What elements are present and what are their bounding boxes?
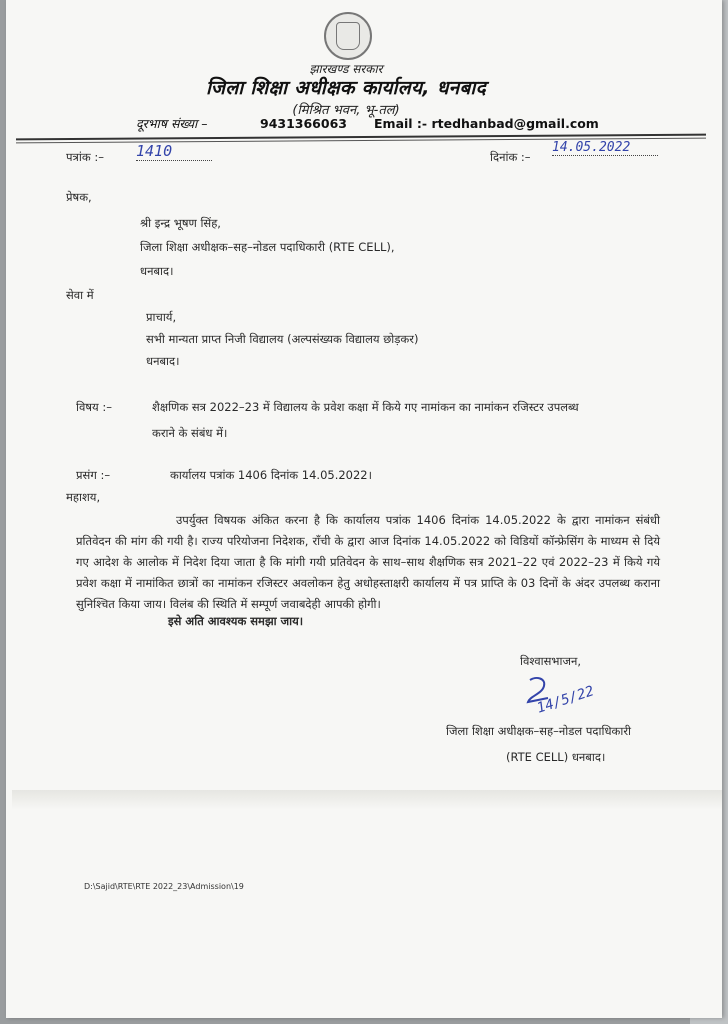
- government-name: झारखण्ड सरकार: [309, 62, 383, 76]
- subject-line-1: शैक्षणिक सत्र 2022–23 में विद्यालय के प्रवेश कक्षा में किये गए नामांकन का नामांकन रजिस्टर उपलब्ध: [152, 400, 579, 414]
- reference-label: प्रसंग :–: [76, 468, 111, 482]
- subject-line-2: कराने के संबंध में।: [152, 426, 228, 440]
- signature-date: 14/5/22: [534, 683, 597, 717]
- date-label: दिनांक :–: [490, 150, 531, 164]
- reference-text: कार्यालय पत्रांक 1406 दिनांक 14.05.2022।: [170, 468, 372, 482]
- footer-file-path: D:\Sajid\RTE\RTE 2022_23\Admission\19: [84, 882, 244, 891]
- sender-label: प्रेषक,: [66, 190, 92, 204]
- recipient-org: सभी मान्यता प्राप्त निजी विद्यालय (अल्पसंख्यक विद्यालय छोड़कर): [146, 332, 419, 346]
- sender-place: धनबाद।: [140, 264, 174, 278]
- body-emphasis: इसे अति आवश्यक समझा जाय।: [168, 614, 304, 628]
- salutation: महाशय,: [66, 490, 101, 504]
- office-title: जिला शिक्षा अधीक्षक कार्यालय, धनबाद: [206, 77, 486, 99]
- ref-number: 1410: [136, 142, 212, 161]
- page-fold-shadow: [12, 790, 722, 810]
- subject-label: विषय :–: [76, 400, 112, 414]
- phone-number: 9431366063: [260, 116, 347, 131]
- closing-designation: जिला शिक्षा अधीक्षक–सह–नोडल पदाधिकारी: [446, 724, 632, 738]
- recipient-title: प्राचार्य,: [146, 310, 177, 324]
- building-name: (मिश्रित भवन, भू-तल): [292, 103, 400, 118]
- phone-label: दूरभाष संख्या –: [136, 116, 208, 131]
- recipient-place: धनबाद।: [146, 354, 180, 368]
- date-value: 14.05.2022: [552, 140, 658, 156]
- letter-page: [6, 0, 722, 1018]
- body-paragraph: [76, 510, 660, 615]
- body-text: उपर्युक्त विषयक अंकित करना है कि कार्यालय पत्रांक 1406 दिनांक 14.05.2022 के द्वारा नामांकन संबंधी प्रतिवेदन की मांग की गयी है। राज्य परियोजना निदेशक, राँची के द्वारा आज दिनांक 14.05.2022 को विडियों कॉन्फ्रेसिंग के माध्यम से दिये गए आदेश के आलोक में निदेश दिया जाता है कि मांगी गयी प्रतिवेदन के साथ–साथ शैक्षणिक सत्र 2021–22 एवं 2022–23 में किये गये प्रवेश कक्षा में नामांकित छात्रों का नामांकन रजिस्टर अवलोकन हेतु अधोहस्ताक्षरी कार्यालय में पत्र प्राप्ति के 03 दिनों के अंदर उपलब्ध कराना सुनिश्चित किया जाय। विलंब की स्थिति में सम्पूर्ण जवाबदेही आपकी होगी।: [76, 513, 660, 611]
- contact-line: [136, 115, 599, 132]
- ref-label: पत्रांक :–: [66, 150, 104, 164]
- sender-designation: जिला शिक्षा अधीक्षक–सह–नोडल पदाधिकारी (RTE CELL),: [140, 240, 395, 254]
- email-address: Email :- rtedhanbad@gmail.com: [374, 116, 599, 131]
- closing-yours: विश्वासभाजन,: [520, 654, 582, 668]
- state-emblem-icon: [324, 12, 372, 60]
- recipient-label: सेवा में: [66, 288, 94, 302]
- closing-cell: (RTE CELL) धनबाद।: [506, 750, 606, 764]
- sender-name: श्री इन्द्र भूषण सिंह,: [140, 216, 221, 230]
